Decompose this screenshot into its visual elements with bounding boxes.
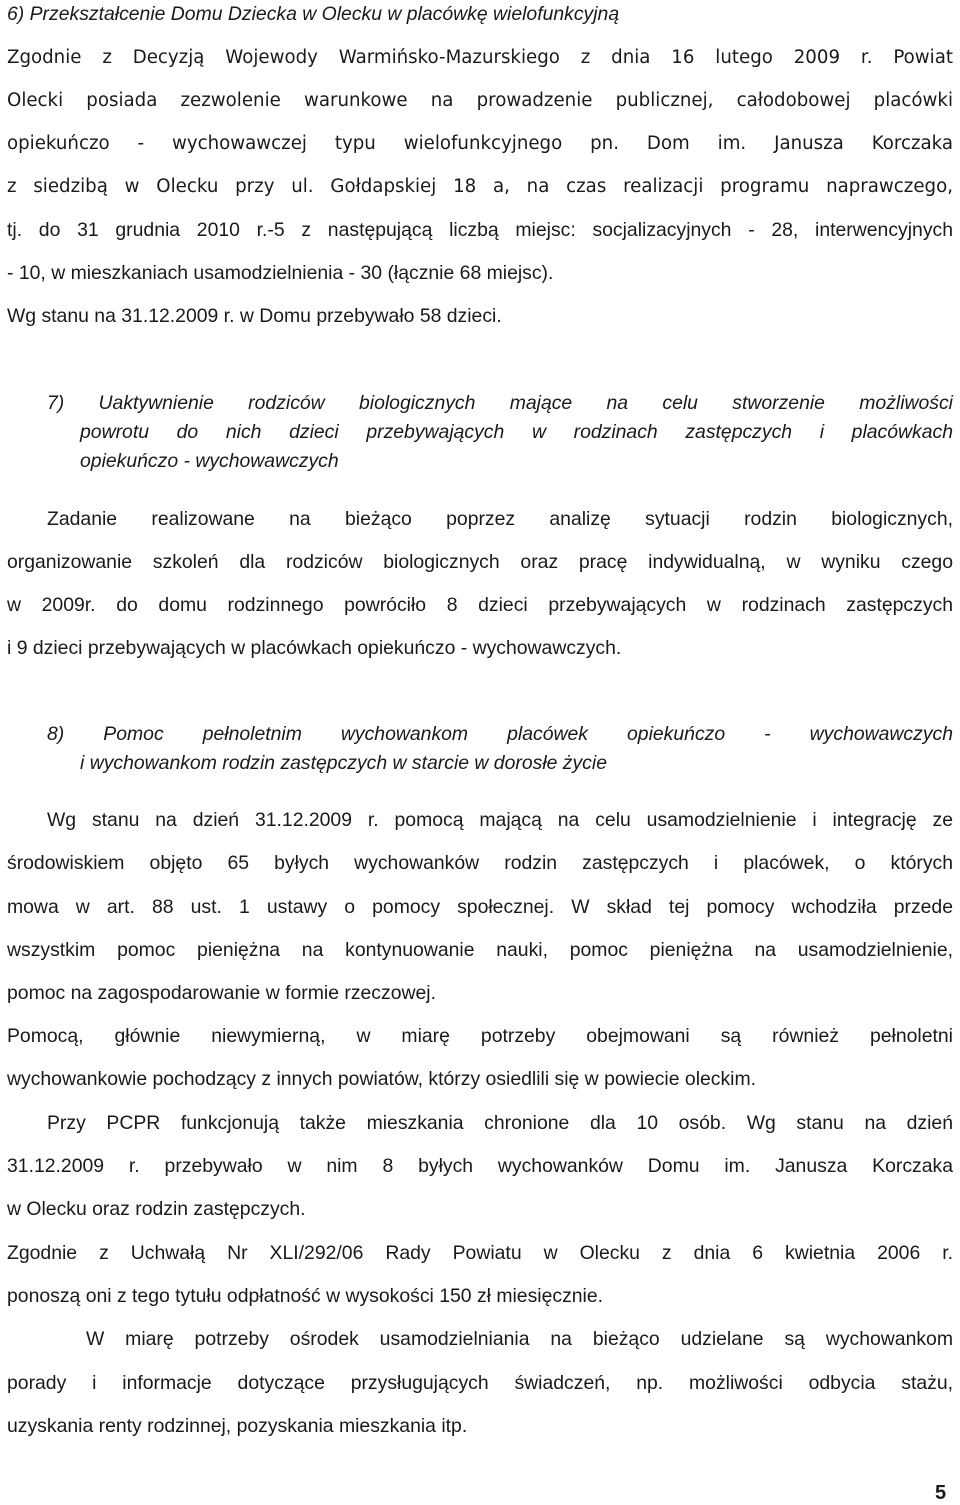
section-8-line: Przy PCPR funkcjonują także mieszkania chronione dla 10 osób. Wg stanu na dzień — [47, 1112, 953, 1134]
section-6-line: opiekuńczo - wychowawczej typu wielofunkcyjnego pn. Dom im. Janusza Korczaka — [7, 133, 953, 154]
section-8-line: uzyskania renty rodzinnej, pozyskania mieszkania itp. — [7, 1415, 468, 1437]
section-6-line: tj. do 31 grudnia 2010 r.-5 z następującą liczbą miejsc: socjalizacyjnych - 28, interwencyjnych — [7, 219, 953, 241]
section-8-line: 31.12.2009 r. przebywało w nim 8 byłych wychowanków Domu im. Janusza Korczaka — [7, 1155, 953, 1177]
section-7-line: w 2009r. do domu rodzinnego powróciło 8 dzieci przebywających w rodzinach zastępczych — [7, 594, 953, 616]
page-number: 5 — [935, 1482, 947, 1504]
section-8-line: pomoc na zagospodarowanie w formie rzeczowej. — [7, 982, 436, 1004]
section-8-heading: i wychowankom rodzin zastępczych w starcie w dorosłe życie — [80, 752, 607, 774]
section-8-line: W miarę potrzeby ośrodek usamodzielniania na bieżąco udzielane są wychowankom — [86, 1328, 953, 1350]
section-6-heading: 6) Przekształcenie Domu Dziecka w Olecku w placówkę wielofunkcyjną — [7, 3, 620, 25]
section-6-line: Olecki posiada zezwolenie warunkowe na prowadzenie publicznej, całodobowej placówki — [7, 90, 953, 111]
section-8-line: w Olecku oraz rodzin zastępczych. — [7, 1198, 306, 1220]
section-7-line: i 9 dzieci przebywających w placówkach opiekuńczo - wychowawczych. — [7, 637, 622, 659]
section-7-heading: powrotu do nich dzieci przebywających w rodzinach zastępczych i placówkach — [80, 421, 953, 443]
section-8-line: Wg stanu na dzień 31.12.2009 r. pomocą mającą na celu usamodzielnienie i integrację ze — [47, 809, 953, 831]
section-8-heading: 8) Pomoc pełnoletnim wychowankom placówek opiekuńczo - wychowawczych — [47, 723, 953, 745]
section-6-line: Zgodnie z Decyzją Wojewody Warmińsko-Mazurskiego z dnia 16 lutego 2009 r. Powiat — [7, 47, 953, 68]
section-6-line: Wg stanu na 31.12.2009 r. w Domu przebywało 58 dzieci. — [7, 305, 502, 327]
section-7-heading: opiekuńczo - wychowawczych — [80, 450, 339, 472]
section-8-line: ponoszą oni z tego tytułu odpłatność w wysokości 150 zł miesięcznie. — [7, 1285, 604, 1307]
section-8-line: Zgodnie z Uchwałą Nr XLI/292/06 Rady Powiatu w Olecku z dnia 6 kwietnia 2006 r. — [7, 1242, 953, 1264]
section-6-line: z siedzibą w Olecku przy ul. Gołdapskiej 18 a, na czas realizacji programu naprawczego, — [7, 176, 953, 197]
section-7-line: Zadanie realizowane na bieżąco poprzez analizę sytuacji rodzin biologicznych, — [47, 508, 953, 530]
section-8-line: porady i informacje dotyczące przysługujących świadczeń, np. możliwości odbycia stażu, — [7, 1372, 953, 1394]
section-8-line: środowiskiem objęto 65 byłych wychowanków rodzin zastępczych i placówek, o których — [7, 852, 953, 874]
section-8-line: mowa w art. 88 ust. 1 ustawy o pomocy społecznej. W skład tej pomocy wchodziła przede — [7, 896, 953, 918]
section-8-line: wychowankowie pochodzący z innych powiatów, którzy osiedlili się w powiecie oleckim. — [7, 1068, 757, 1090]
section-7-heading: 7) Uaktywnienie rodziców biologicznych mające na celu stworzenie możliwości — [47, 392, 953, 414]
section-7-line: organizowanie szkoleń dla rodziców biologicznych oraz pracę indywidualną, w wyniku czego — [7, 551, 953, 573]
section-6-line: - 10, w mieszkaniach usamodzielnienia - 30 (łącznie 68 miejsc). — [7, 262, 554, 284]
section-8-line: wszystkim pomoc pieniężna na kontynuowanie nauki, pomoc pieniężna na usamodzielnienie, — [7, 939, 953, 961]
section-8-line: Pomocą, głównie niewymierną, w miarę potrzeby obejmowani są również pełnoletni — [7, 1025, 953, 1047]
